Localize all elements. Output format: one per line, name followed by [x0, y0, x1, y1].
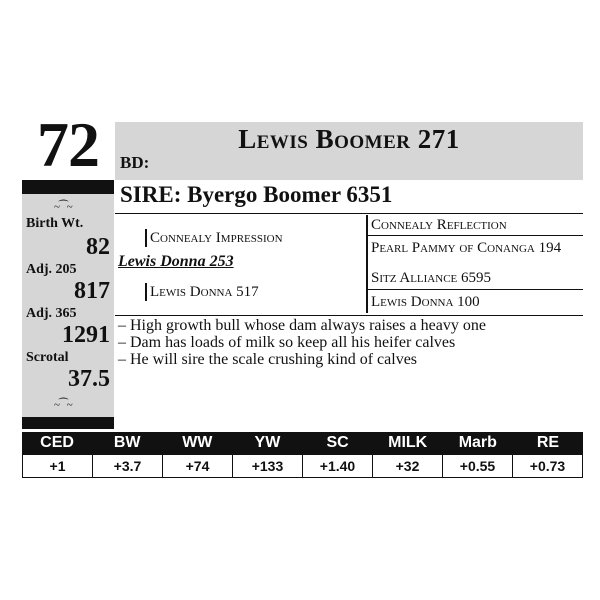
divider [115, 213, 583, 214]
epd-value-ced: +1 [49, 458, 66, 474]
epd-header-row [22, 432, 583, 454]
epd-header-sc: SC [326, 434, 349, 451]
sidebar-bottom-bar [22, 417, 114, 429]
stats-sidebar [22, 194, 114, 418]
epd-header-marb: Marb [458, 434, 497, 451]
epd-value-milk: +32 [372, 455, 442, 477]
epd-value-re: +0.73 [512, 455, 582, 477]
epd-value-yw: +133 [232, 455, 302, 477]
remark-line: – He will sire the scale crushing kind of calves [118, 351, 418, 368]
epd-value-marb: +0.55 [442, 455, 512, 477]
flourish-icon: ~⁀~ [54, 201, 72, 213]
stat-label-adj-365: Adj. 365 [26, 306, 77, 321]
remark-line: – High growth bull whose dam always raises a heavy one [118, 317, 486, 334]
stat-value-birth-wt: 82 [86, 234, 110, 260]
epd-value-ww: +74 [162, 455, 232, 477]
pedigree-dam: Lewis Donna 253 [118, 253, 234, 270]
sire-line: SIRE: Byergo Boomer 6351 [120, 182, 393, 207]
stat-value-adj-365: 1291 [62, 322, 110, 348]
pedigree-sire-sire: Connealy Reflection [371, 217, 507, 233]
epd-value-row [22, 454, 583, 478]
pedigree-sire-dam: Pearl Pammy of Conanga 194 [371, 240, 562, 256]
pedigree-bracket [366, 215, 368, 313]
stat-label-birth-wt: Birth Wt. [26, 216, 84, 231]
epd-header-milk: MILK [388, 434, 428, 451]
epd-value-sc: +1.40 [302, 455, 372, 477]
epd-header-yw: YW [254, 434, 281, 451]
pedigree-dam-sire-sire: Sitz Alliance 6595 [371, 270, 491, 286]
divider [366, 289, 583, 290]
divider [366, 235, 583, 236]
pedigree-dam-sire: Connealy Impression [150, 230, 283, 246]
lot-number: 72 [37, 109, 99, 180]
flourish-icon: ~⁀~ [54, 399, 72, 411]
epd-header-ced: CED [40, 434, 74, 451]
epd-value-bw: +3.7 [92, 455, 162, 477]
stat-label-adj-205: Adj. 205 [26, 262, 77, 277]
pedigree-dam-dam: Lewis Donna 517 [150, 284, 259, 300]
divider [115, 315, 583, 316]
epd-header-ww: WW [182, 434, 213, 451]
epd-header-bw: BW [113, 434, 141, 451]
stat-value-scrotal: 37.5 [68, 366, 110, 392]
remarks [118, 317, 486, 368]
epd-header-re: RE [536, 434, 560, 451]
animal-name: Lewis Boomer 271 [238, 124, 460, 154]
pedigree-dam-dam-dam: Lewis Donna 100 [371, 294, 480, 310]
sidebar-top-bar [22, 180, 114, 194]
pedigree-bracket [145, 229, 147, 247]
stat-label-scrotal: Scrotal [26, 350, 69, 365]
remark-line: – Dam has loads of milk so keep all his heifer calves [118, 334, 456, 351]
pedigree-bracket [145, 283, 147, 301]
birth-date-label: BD: [120, 153, 150, 172]
stat-value-adj-205: 817 [74, 278, 110, 304]
